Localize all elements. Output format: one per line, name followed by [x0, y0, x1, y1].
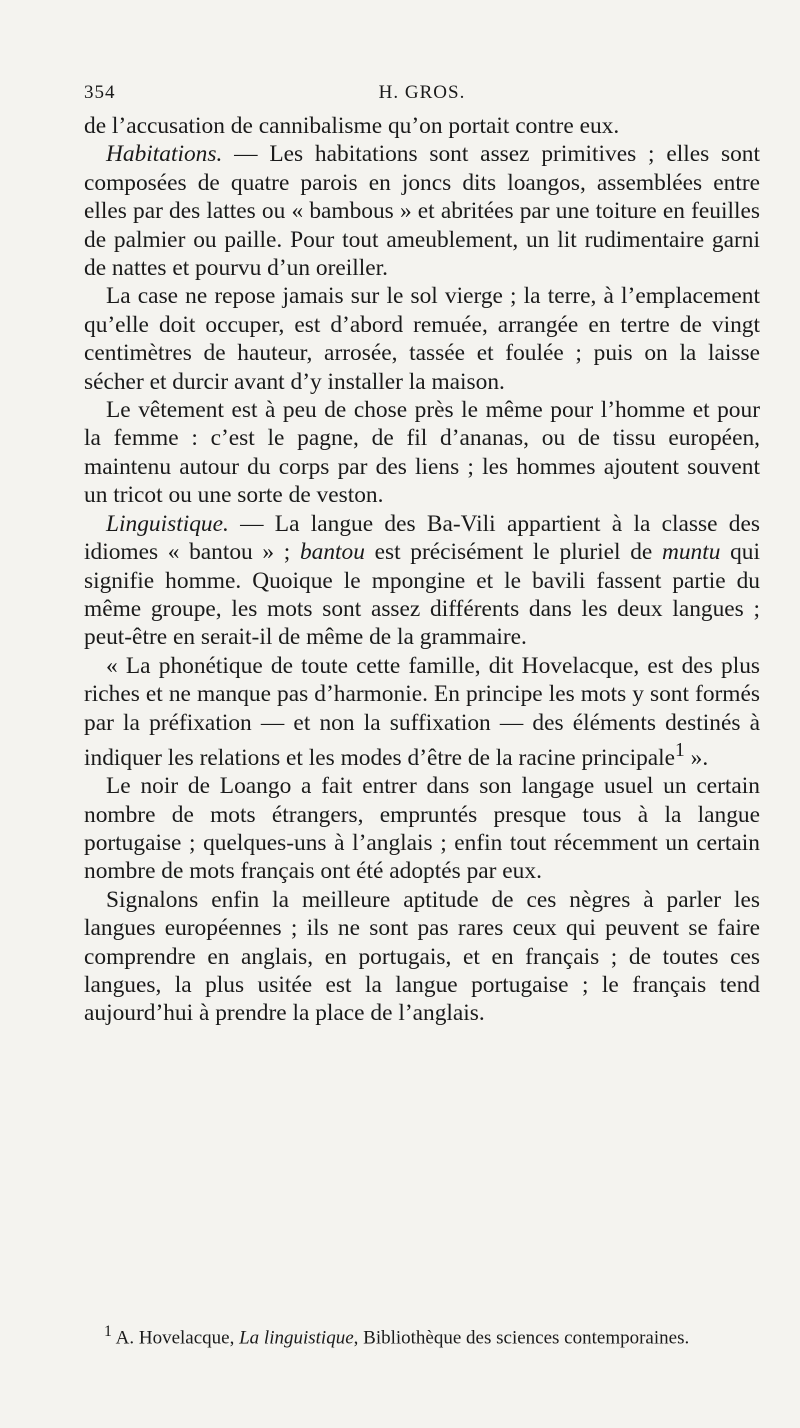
- paragraph-text: Le vêtement est à peu de chose près le même pour l’homme et pour la femme : c’est le pagne, de fil d’ananas, ou de tissu européen, maintenu autour du corps par des liens ; les hommes ajoutent souvent un tricot ou une sorte de veston.: [84, 397, 760, 509]
- italic-text: Linguistique.: [106, 510, 229, 537]
- paragraph-text: — La langue des Ba-Vili appartient à la classe des idiomes « bantou » ;: [84, 510, 760, 566]
- italic-text: muntu: [661, 539, 721, 566]
- paragraph-text: La case ne repose jamais sur le sol vierge ; la terre, à l’emplacement qu’elle doit occuper, est d’abord remuée, arrangée en tertre de vingt centimètres de hauteur, arrosée, tassée et foulée ; puis on la laisse sécher et durcir avant d’y installer la maison.: [84, 283, 760, 395]
- paragraph: [84, 140, 760, 282]
- footnote: [104, 1321, 760, 1349]
- footnote-author: A. Hovelacque,: [115, 1327, 235, 1349]
- paragraph: [84, 652, 760, 772]
- body-text: [84, 112, 760, 1028]
- italic-text: Habitations.: [106, 141, 223, 168]
- page-number: 354: [84, 82, 116, 103]
- footnote-rest: , Bibliothèque des sciences contemporaines.: [353, 1327, 690, 1349]
- paragraph: [84, 886, 760, 1028]
- italic-text: bantou: [299, 539, 365, 566]
- paragraph-text: de l’accusation de cannibalisme qu’on portait contre eux.: [84, 113, 620, 139]
- footnote-title: La linguistique: [239, 1327, 354, 1349]
- footnote-reference: 1: [675, 739, 685, 761]
- paragraph-text: Signalons enfin la meilleure aptitude de ces nègres à parler les langues européennes ; ils ne sont pas rares ceux qui peuvent se faire comprendre en anglais, en portugais, et en français ; de toutes ces langues, la plus usitée est la langue portugaise ; le français tend aujourd’hui à prendre la place de l’anglais.: [84, 886, 760, 1027]
- running-head: H. GROS.: [378, 82, 466, 103]
- paragraph-text: « La phonétique de toute cette famille, dit Hovelacque, est des plus riches et ne manque pas d’harmonie. En principe les mots y sont formés par la préfixation — et non la suffixation — des éléments destinés à indiquer les relations et les modes d’être de la racine principale: [84, 652, 760, 771]
- paragraph: [84, 396, 760, 510]
- paragraph: [84, 772, 760, 886]
- paragraph: [84, 510, 760, 652]
- paragraph-text: Le noir de Loango a fait entrer dans son langage usuel un certain nombre de mots étrangers, empruntés presque tous à la langue portugaise ; quelques-uns à l’anglais ; enfin tout récemment un certain nombre de mots français ont été adoptés par eux.: [84, 773, 760, 885]
- paragraph-text: — Les habitations sont assez primitives ; elles sont composées de quatre parois en joncs dits loangos, assemblées entre elles par des lattes ou « bambous » et abritées par une toiture en feuilles de palmier ou paille. Pour tout ameublement, un lit rudimentaire garni de nattes et pourvu d’un oreiller.: [84, 141, 760, 282]
- paragraph-text: ».: [684, 744, 709, 771]
- footnote-marker: 1: [104, 1323, 112, 1340]
- paragraph: [84, 282, 760, 396]
- page-header: [84, 82, 760, 110]
- paragraph: [84, 112, 760, 140]
- paragraph-text: qui signifie homme. Quoique le mpongine et le bavili fassent partie du même groupe, les mots sont assez différents dans les deux langues ; peut-être en serait-il de même de la grammaire.: [84, 539, 760, 651]
- paragraph-text: est précisément le pluriel de: [364, 539, 662, 566]
